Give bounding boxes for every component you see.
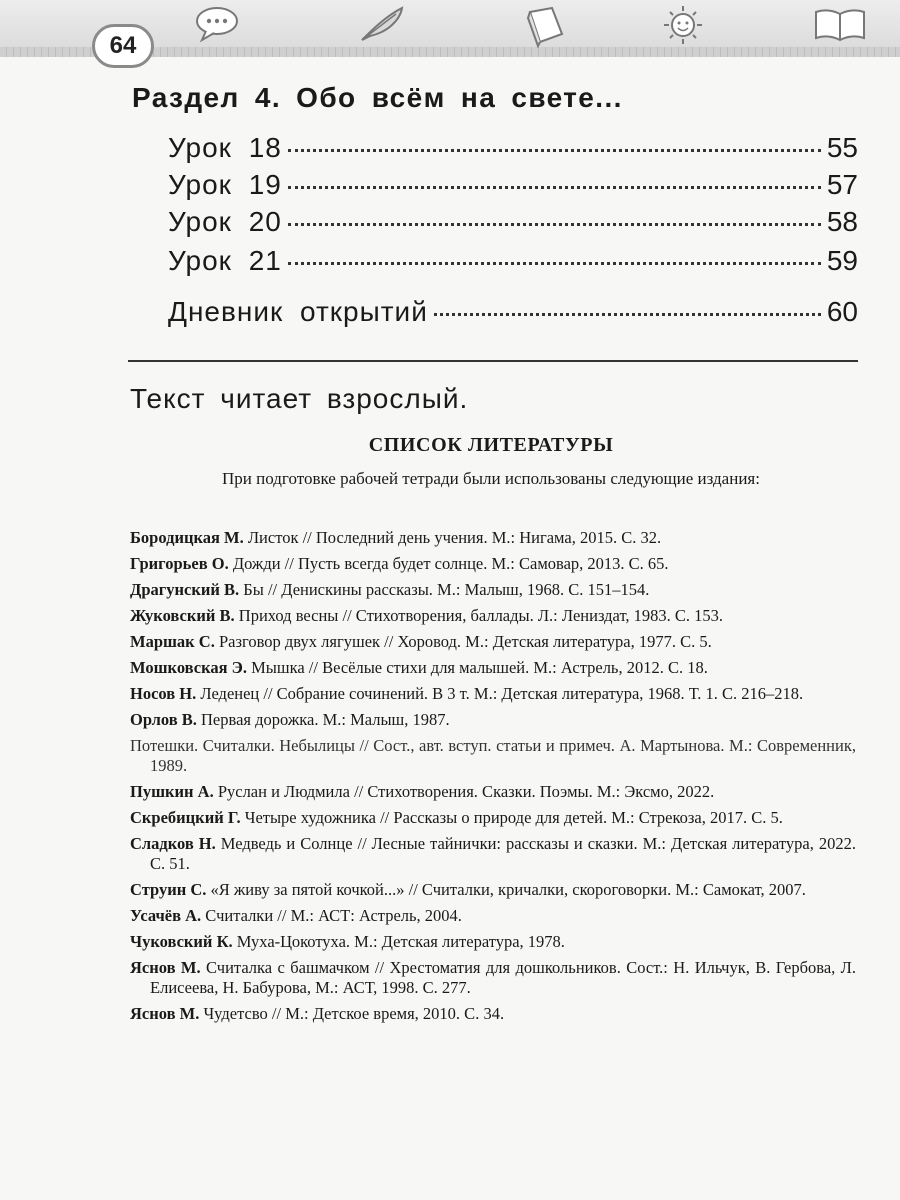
bibliography-item <box>130 808 856 828</box>
bibliography-author: Жуковский В. <box>130 606 235 625</box>
toc-entry-label: Урок 20 <box>168 206 282 237</box>
toc-entry-label: Урок 19 <box>168 169 282 200</box>
bibliography-item <box>130 580 856 600</box>
bibliography-author: Маршак С. <box>130 632 215 651</box>
bibliography-author: Скребицкий Г. <box>130 808 241 827</box>
bibliography-item <box>130 932 856 952</box>
bibliography-item <box>130 958 856 998</box>
bibliography-item <box>130 658 856 678</box>
section-title: Раздел 4. Обо всём на свете... <box>132 82 623 113</box>
bibliography-author: Пушкин А. <box>130 782 214 801</box>
open-book-icon <box>812 4 868 44</box>
bibliography-author: Чуковский К. <box>130 932 233 951</box>
bibliography-author: Носов Н. <box>130 684 197 703</box>
bibliography-item <box>130 834 856 874</box>
bibliography-text: Считалка с башмачком // Хрестоматия для дошкольников. Сост.: Н. Ильчук, В. Гербова, Л. Елисеева, Н. Бабурова, М.: АСТ, 1998. С. 277. <box>150 958 856 997</box>
dot-leader <box>288 262 821 265</box>
feather-icon <box>356 4 408 44</box>
bibliography-author: Яснов М. <box>130 1004 200 1023</box>
toc-entry <box>168 206 858 242</box>
toc-entry-label: Урок 18 <box>168 132 282 163</box>
toc-entry-page: 59 <box>826 245 858 276</box>
toc-entry-page: 55 <box>826 132 858 163</box>
bibliography-item <box>130 632 856 652</box>
bibliography-text: Четыре художника // Рассказы о природе для детей. М.: Стрекоза, 2017. С. 5. <box>244 808 783 827</box>
bibliography-text: Чудетсво // М.: Детское время, 2010. С. 34. <box>203 1004 505 1023</box>
dot-leader <box>434 313 821 316</box>
bibliography-text: Бы // Денискины рассказы. М.: Малыш, 1968. С. 151–154. <box>243 580 650 599</box>
bibliography-text: Муха-Цокотуха. М.: Детская литература, 1978. <box>236 932 565 951</box>
bibliography-title: СПИСОК ЛИТЕРАТУРЫ <box>368 434 614 456</box>
bibliography-item <box>130 880 856 900</box>
bibliography-text: Приход весны // Стихотворения, баллады. Л.: Лениздат, 1983. С. 153. <box>238 606 724 625</box>
bibliography-author: Сладков Н. <box>130 834 216 853</box>
page-number: 64 <box>92 24 154 68</box>
dot-leader <box>288 186 821 189</box>
bibliography-author: Орлов В. <box>130 710 197 729</box>
speech-bubble-icon <box>192 4 242 44</box>
bibliography-intro: При подготовке рабочей тетради были использованы следующие издания: <box>222 469 760 488</box>
bibliography-text: Разговор двух лягушек // Хоровод. М.: Детская литература, 1977. С. 5. <box>218 632 712 651</box>
book-icon <box>522 4 568 48</box>
toc-entry <box>168 296 858 332</box>
bibliography-item <box>130 528 856 548</box>
bibliography-author: Струин С. <box>130 880 207 899</box>
bibliography-item <box>130 1004 856 1024</box>
bibliography-item <box>130 782 856 802</box>
bibliography-author: Яснов М. <box>130 958 201 977</box>
bibliography-author: Бородицкая М. <box>130 528 244 547</box>
bibliography-author: Григорьев О. <box>130 554 229 573</box>
bibliography-text: Дожди // Пусть всегда будет солнце. М.: Самовар, 2013. С. 65. <box>232 554 669 573</box>
toc-entry <box>168 169 858 205</box>
dot-leader <box>288 223 821 226</box>
bibliography-text: Леденец // Собрание сочинений. В 3 т. М.: Детская литература, 1968. Т. 1. С. 216–218. <box>200 684 804 703</box>
bibliography-item <box>130 684 856 704</box>
bibliography-item <box>130 606 856 626</box>
toc-entry-page: 60 <box>826 296 858 327</box>
bibliography-item <box>130 906 856 926</box>
toc-entry <box>168 132 858 168</box>
toc-entry-label: Урок 21 <box>168 245 282 276</box>
toc-entry <box>168 245 858 281</box>
bibliography-author: Усачёв А. <box>130 906 202 925</box>
reading-note: Текст читает взрослый. <box>130 383 469 414</box>
bibliography-item <box>130 736 856 776</box>
toc-entry-page: 58 <box>826 206 858 237</box>
bibliography-author: Драгунский В. <box>130 580 240 599</box>
bibliography-text: Руслан и Людмила // Стихотворения. Сказки. Поэмы. М.: Эксмо, 2022. <box>217 782 715 801</box>
bibliography-item <box>130 554 856 574</box>
bibliography-text: Мышка // Весёлые стихи для малышей. М.: Астрель, 2012. С. 18. <box>251 658 708 677</box>
sun-icon <box>660 4 706 46</box>
dot-leader <box>288 149 821 152</box>
bibliography-text: Потешки. Считалки. Небылицы // Сост., авт. вступ. статьи и примеч. А. Мартынова. М.: Современник, 1989. <box>130 736 856 775</box>
bibliography-text: Медведь и Солнце // Лесные тайнички: рассказы и сказки. М.: Детская литература, 2022. С. 51. <box>150 834 856 873</box>
bibliography-item <box>130 710 856 730</box>
bibliography-text: Первая дорожка. М.: Малыш, 1987. <box>201 710 450 729</box>
bibliography-text: Листок // Последний день учения. М.: Нигама, 2015. С. 32. <box>247 528 662 547</box>
toc-entry-page: 57 <box>826 169 858 200</box>
bibliography-text: Считалки // М.: АСТ: Астрель, 2004. <box>205 906 462 925</box>
bibliography-author: Мошковская Э. <box>130 658 247 677</box>
divider <box>128 360 858 362</box>
toc-entry-label: Дневник открытий <box>168 296 428 327</box>
bibliography-text: «Я живу за пятой кочкой...» // Считалки, кричалки, скороговорки. М.: Самокат, 2007. <box>210 880 806 899</box>
bibliography-list <box>130 528 856 1030</box>
